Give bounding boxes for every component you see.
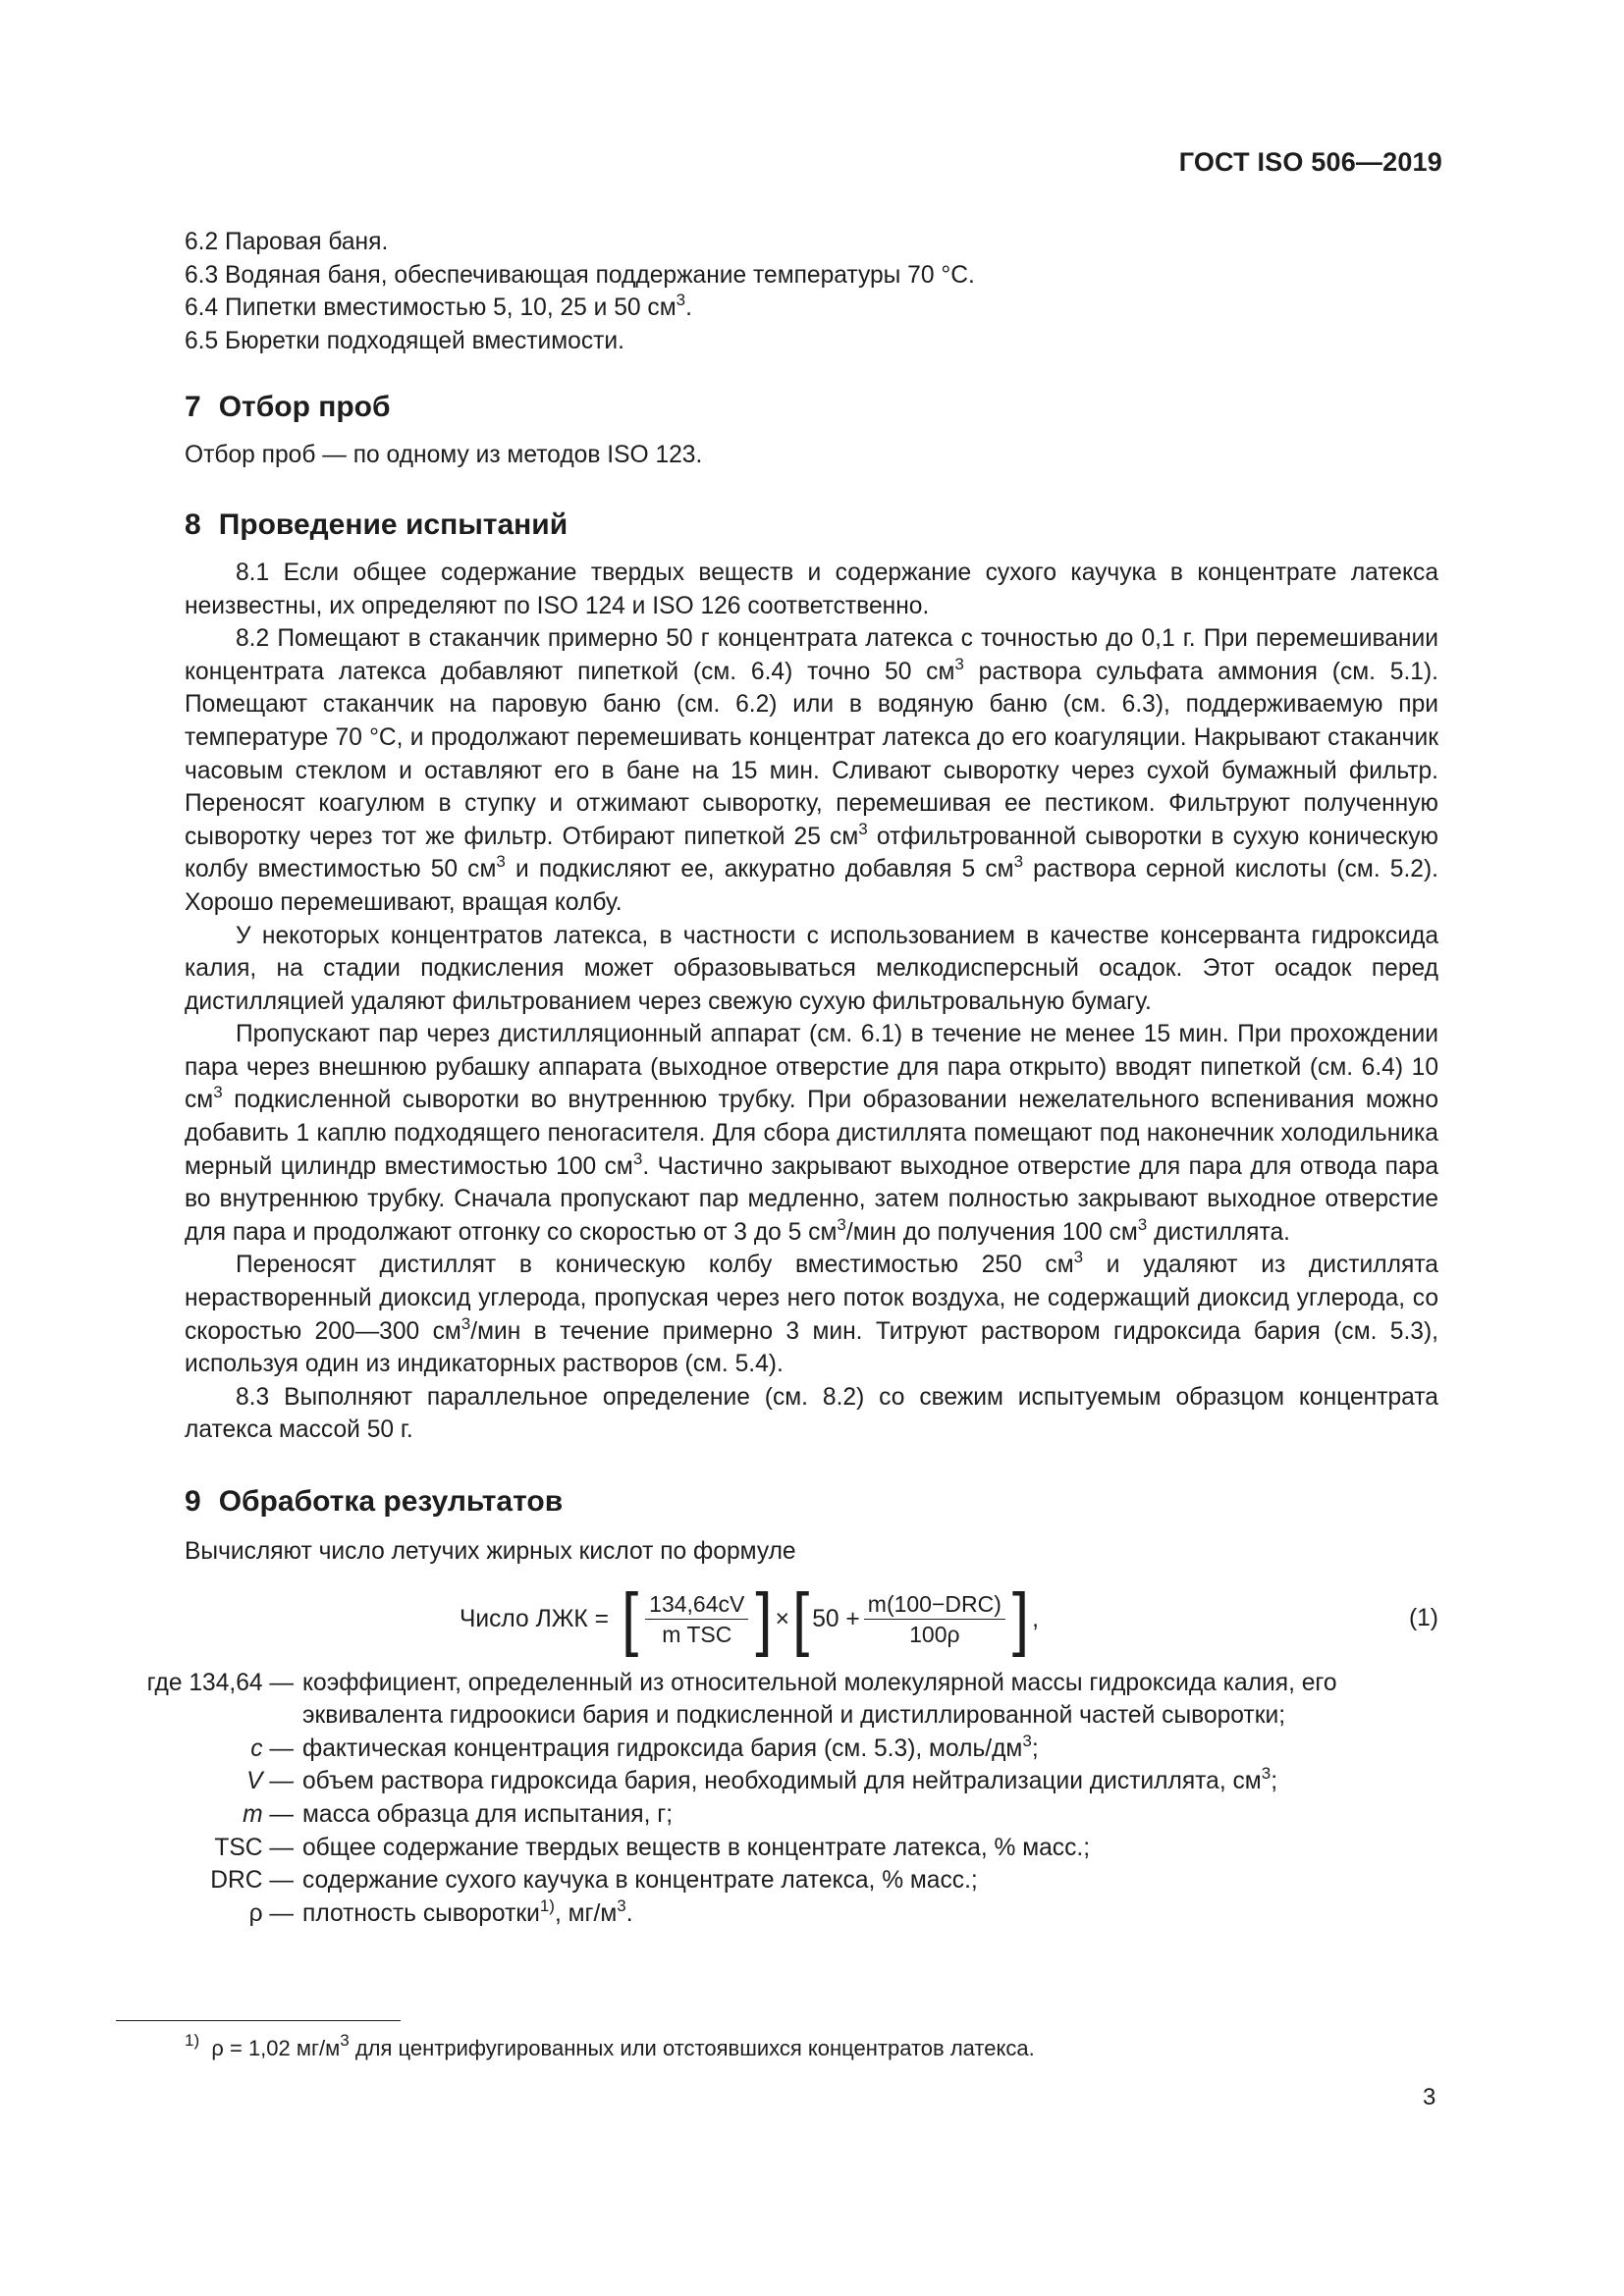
paragraph-8-1: 8.1 Если общее содержание твердых веществ и содержание сухого каучука в концентрате латекса неизвестны, их определяют по ISO 124 и ISO 126 соответственно. xyxy=(185,559,1438,619)
footnote-divider xyxy=(116,2020,401,2021)
definition-row: ρ — плотность сыворотки$^{1)}$, $мг/м^3$. xyxy=(248,1896,633,1927)
page-number: 3 xyxy=(1423,2084,1436,2110)
paragraph-8-3: 8.3 Выполняют параллельное определение (см. 8.2) со свежим испытуемым образцом концентрата латекса массой 50 г. xyxy=(185,1383,1438,1444)
equation-number: (1) xyxy=(1408,1604,1438,1631)
list-item: 6.4 Пипетки вместимостью 5, 10, 25 и 50 $см^3$. xyxy=(185,291,692,322)
page-body xyxy=(146,226,1439,1930)
section-7-heading: 7 Отбор проб xyxy=(185,391,391,424)
definition-row: c — фактическая концентрация гидроксида бария (см. 5.3), моль/$дм^3$; xyxy=(250,1731,1039,1762)
paragraph-titration: Переносят дистиллят в коническую колбу вместимостью 250 $см^3$ и удаляют из дистиллята нерастворенный диоксид углерода, пропуская через него поток воздуха, не содержащий диоксид углерода, со скоростью 200—300 $см^3$/мин в течение примерно 3 мин. Титруют раствором гидроксида бария (см. 5.3), используя один из индикаторных растворов (см. 5.4). xyxy=(185,1248,1439,1378)
section-8-heading: 8 Проведение испытаний xyxy=(185,507,568,541)
paragraph-8-2: 8.2 Помещают в стаканчик примерно 50 г концентрата латекса с точностью до 0,1 г. При перемешивании концентрата латекса добавляют пипеткой (см. 6.4) точно 50 $см^3$ раствора сульфата аммония (см. 5.1). Помещают стаканчик на паровую баню (см. 6.2) или в водяную баню (см. 6.3), поддерживаемую при температуре 70 °С, и продолжают перемешивать концентрат латекса до его коагуляции. Накрывают стаканчик часовым стеклом и оставляют его в бане на 15 мин. Сливают сыворотку через сухой бумажный фильтр. Переносят коагулюм в ступку и отжимают сыворотку, перемешивая ее пестиком. Фильтруют полученную сыворотку через тот же фильтр. Отбирают пипеткой 25 $см^3$ отфильтрованной сыворотки в сухую коническую колбу вместимостью 50 $см^3$ и подкисляют ее, аккуратно добавляя 5 $см^3$ раствора серной кислоты (см. 5.2). Хорошо перемешивают, вращая колбу. xyxy=(185,625,1438,916)
left-bracket: [ xyxy=(621,1579,639,1658)
variable-definitions xyxy=(114,1667,1438,1931)
right-bracket: ] xyxy=(1011,1579,1030,1658)
document-id: ГОСТ ISO 506—2019 xyxy=(1178,147,1442,177)
definition-row: m — масса образца для испытания, г; xyxy=(243,1800,674,1828)
definition-row: TSC — общее содержание твердых веществ в концентрате латекса, % масс.; xyxy=(214,1834,1091,1861)
paragraph-distillation: Пропускают пар через дистилляционный аппарат (см. 6.1) в течение не менее 15 мин. При прохождении пара через внешнюю рубашку аппарата (выходное отверстие для пара открыто) вводят пипеткой (см. 6.4) 10 $см^3$ подкисленной сыворотки во внутреннюю трубку. При образовании нежелательного вспенивания можно добавить 1 каплю подходящего пеногасителя. Для сбора дистиллята помещают под наконечник холодильника мерный цилиндр вместимостью 100 $см^3$. Частично закрывают выходное отверстие для пара для отвода пара во внутреннюю трубку. Сначала пропускают пар медленно, затем полностью закрывают выходное отверстие для пара и продолжают отгонку со скоростью от 3 до 5 $см^3$/мин до получения 100 $см^3$ дистиллята. xyxy=(185,1021,1438,1246)
right-bracket: ] xyxy=(755,1579,773,1658)
footnote: $^{1)}$ ρ = 1,02 $мг/м^3$ для центрифугированных или отстоявшихся концентратов латекса. xyxy=(185,2031,1035,2060)
paragraph-precipitate: У некоторых концентратов латекса, в частности с использованием в качестве консерванта гидроксида калия, на стадии подкисления может образовываться мелкодисперсный осадок. Этот осадок перед дистилляцией удаляют фильтрованием через свежую сухую фильтровальную бумагу. xyxy=(185,922,1438,1015)
list-item: 6.2 Паровая баня. xyxy=(185,229,389,255)
section-7-text: Отбор проб — по одному из методов ISO 123. xyxy=(185,442,703,469)
section-8-body xyxy=(185,557,1438,1447)
equipment-list xyxy=(185,226,1438,357)
section-9-heading: 9 Обработка результатов xyxy=(185,1485,564,1518)
list-item: 6.5 Бюретки подходящей вместимости. xyxy=(185,327,624,354)
formula-expression: Число ЛЖК = [ $\frac{134,64cV}{\text{m TSC}}$ ] × [ 50 + $\frac{\text{m(100−DRC)}}{100\rho}$ ] , xyxy=(460,1579,1039,1658)
definition-row: DRC — содержание сухого каучука в концентрате латекса, % масс.; xyxy=(210,1867,978,1895)
section-9-intro: Вычисляют число летучих жирных кислот по формуле xyxy=(185,1538,796,1565)
definition-row: где 134,64 — коэффициент, определенный из относительной молекулярной массы гидроксида калия, его эквивалента гидроокиси бария и подкисленной и дистиллированной частей сыворотки; xyxy=(146,1669,1337,1730)
left-bracket: [ xyxy=(791,1579,810,1658)
formula-1 xyxy=(185,1575,1438,1665)
fraction-1: $\frac{134,64cV}{\text{m TSC}}$ xyxy=(645,1589,748,1649)
list-item: 6.3 Водяная баня, обеспечивающая поддержание температуры 70 °С. xyxy=(185,261,975,289)
fraction-2: $\frac{\text{m(100−DRC)}}{100\rho}$ xyxy=(864,1589,1005,1649)
definition-row: V — объем раствора гидроксида бария, необходимый для нейтрализации дистиллята, $см^3$; xyxy=(246,1764,1278,1795)
